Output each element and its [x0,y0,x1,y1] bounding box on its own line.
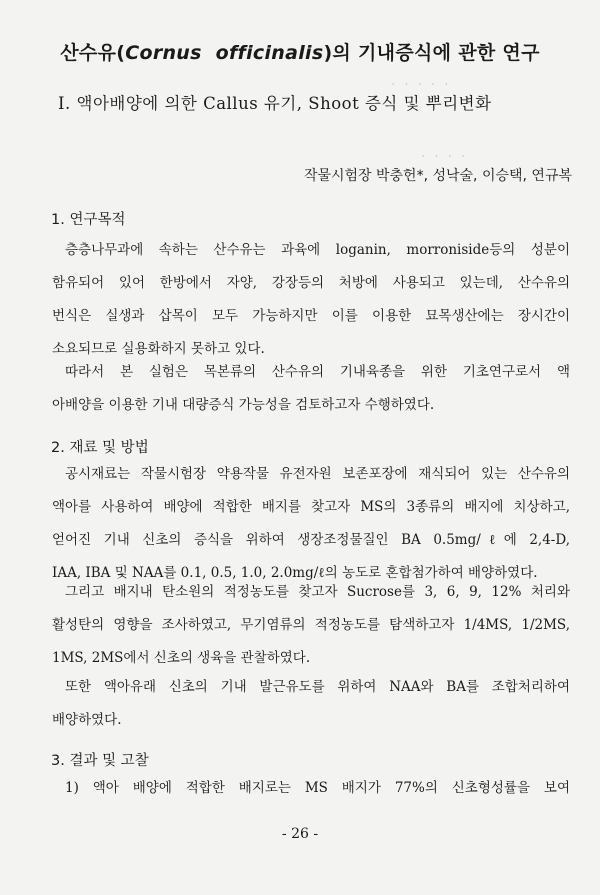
text-line: IAA, IBA 및 NAA를 0.1, 0.5, 1.0, 2.0mg/ℓ의 농도로 혼합첨가하여 배양하였다. [52,565,538,581]
text-line: 액아를 사용하여 배양에 적합한 배지를 찾고자 MS의 3종류의 배지에 치상하고, [52,499,570,515]
paragraph [52,458,570,590]
paragraph [65,772,570,805]
section-heading-materials-methods: 2. 재료 및 방법 [51,440,149,456]
text-line: 공시재료는 작물시험장 약용작물 유전자원 보존포장에 재식되어 있는 산수유의 [65,466,570,482]
text-line: 번식은 실생과 삽목이 모두 가능하지만 이를 이용한 묘목생산에는 장시간이 [52,308,570,324]
author-line: 작물시험장 박충헌*, 성낙술, 이승택, 연규복 [303,168,572,184]
text-line: 소요되므로 실용화하지 못하고 있다. [52,341,265,357]
section-heading-objective: 1. 연구목적 [51,212,126,228]
page-number: - 26 - [281,826,319,842]
text-line: 얻어진 기내 신초의 증식을 위하여 생장조정물질인 BA 0.5mg/ℓ에 2,4-D, [52,532,570,548]
text-line: 함유되어 있어 한방에서 자양, 강장등의 처방에 사용되고 있는데, 산수유의 [52,275,570,291]
bleed-through-marks: · · · · [420,150,467,163]
text-line: 또한 액아유래 신초의 기내 발근유도를 위하여 NAA와 BA를 조합처리하여 [65,679,570,695]
section-heading-results-discussion: 3. 결과 및 고찰 [51,753,149,769]
bleed-through-marks: · · · · · [390,78,450,91]
text-line: 그리고 배지내 탄소원의 적정농도를 찾고자 Sucrose를 3, 6, 9, 12% 처리와 [65,584,570,600]
text-line: 아배양을 이용한 기내 대량증식 가능성을 검토하고자 수행하였다. [52,397,435,413]
paragraph [52,671,570,737]
latin-name-genus: Cornus [125,42,202,64]
paragraph [52,234,570,366]
text-line: 배양하였다. [52,712,122,728]
latin-name-species: officinalis [215,42,324,64]
paper-title: 산수유(Cornus officinalis)의 기내증식에 관한 연구 [60,42,540,64]
text-line: 1MS, 2MS에서 신초의 생육을 관찰하였다. [52,650,311,666]
paper-subtitle: Ⅰ. 액아배양에 의한 Callus 유기, Shoot 증식 및 뿌리변화 [58,94,492,113]
paragraph [52,356,570,422]
text-line: 따라서 본 실험은 목본류의 산수유의 기내육종을 위한 기초연구로서 액 [65,364,570,380]
text-line: 활성탄의 영향을 조사하였고, 무기염류의 적정농도를 탐색하고자 1/4MS, 1/2MS, [52,617,570,633]
text-line: 층층나무과에 속하는 산수유는 과육에 loganin, morroniside등의 성분이 [65,242,570,258]
text-line: 1) 액아 배양에 적합한 배지로는 MS 배지가 77%의 신초형성률을 보여 [65,780,570,796]
paragraph [52,576,570,675]
